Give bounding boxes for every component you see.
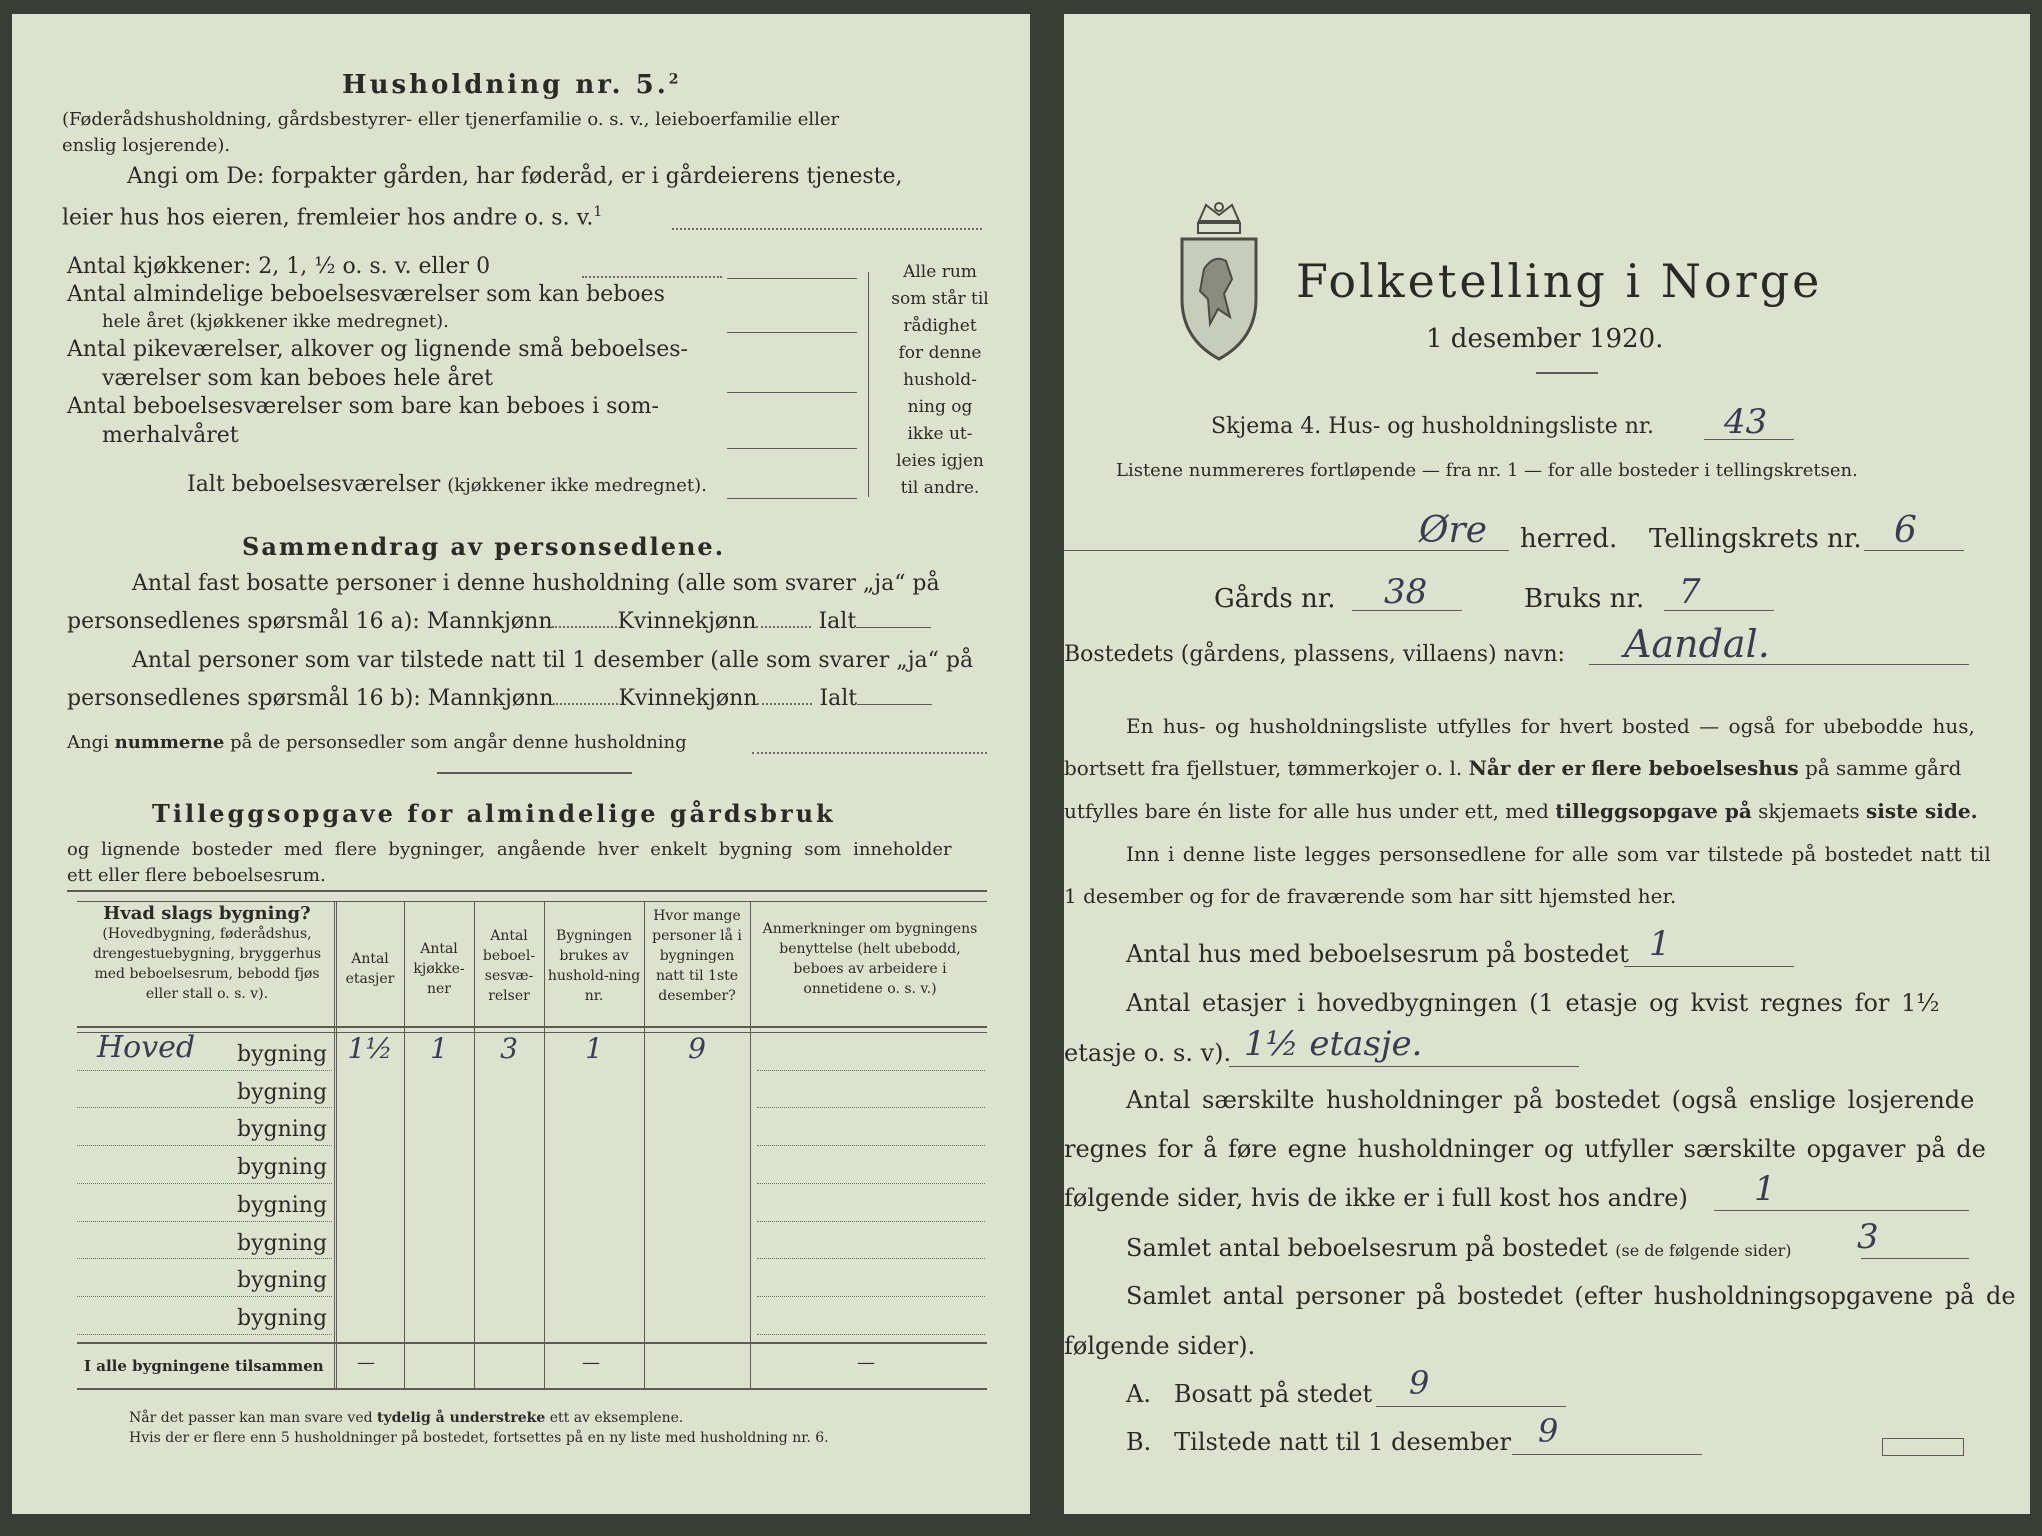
sammendrag-1a: Antal fast bosatte personer i denne husholdning (alle som svarer „ja“ på — [132, 571, 940, 596]
col-header-etasjer: Antal etasjer — [345, 951, 395, 987]
col-header-kjokkener: Antal kjøkke-ner — [413, 941, 465, 997]
cell-etasjer: 1½ — [347, 1032, 393, 1065]
rum-label: Samlet antal beboelsesrum på bostedet (se de følgende sider) — [1126, 1234, 1792, 1262]
etasjer-label-2: etasje o. s. v). — [1064, 1039, 1232, 1067]
hus-value: 1 — [1649, 924, 1671, 964]
hus-label: Antal hus med beboelsesrum på bostedet — [1126, 940, 1629, 968]
ialt-label: Ialt beboelsesværelser (kjøkkener ikke medregnet). — [187, 472, 707, 497]
household-title: Husholdning nr. 5.$^2$ — [342, 70, 682, 100]
almindelige-label-2: hele året (kjøkkener ikke medregnet). — [102, 311, 449, 332]
col-header-personer: Hvor mange personer lå i bygningen natt til 1ste desember? — [652, 908, 742, 1004]
skjema-label: Skjema 4. Hus- og husholdningsliste nr. — [1211, 414, 1654, 439]
cell-personer: 9 — [688, 1032, 706, 1065]
household-intro-2: enslig losjerende). — [62, 135, 231, 156]
total-etasjer: — — [357, 1352, 375, 1373]
col-header-vaerelser: Antal beboel-sesvæ-relser — [482, 928, 536, 1004]
col-header-type: Hvad slags bygning? (Hovedbygning, føderådshus, drengestuebygning, bryggerhus med beboelsesrum, bebodd fjøs eller stall o. s. v). — [92, 903, 322, 1002]
building-suffix: bygning — [237, 1079, 328, 1105]
coat-of-arms-icon — [1174, 199, 1264, 364]
hush-label-2: regnes for å føre egne husholdninger og utfyller særskilte opgaver på de — [1064, 1135, 1986, 1163]
hush-value: 1 — [1754, 1169, 1776, 1209]
tilstede-value: 9 — [1538, 1412, 1559, 1450]
sammendrag-title: Sammendrag av personsedlene. — [242, 532, 726, 561]
rum-value: 3 — [1857, 1217, 1879, 1257]
household-intro-1: (Føderådshusholdning, gårdsbestyrer- eller tjenerfamilie o. s. v., leieboerfamilie eller — [62, 109, 840, 130]
bruks-label: Bruks nr. — [1524, 584, 1645, 614]
personer-label-2: følgende sider). — [1064, 1332, 1256, 1360]
left-page — [12, 14, 1030, 1514]
tellingskrets-value: 6 — [1894, 510, 1917, 551]
hush-label-3: følgende sider, hvis de ikke er i full kost hos andre) — [1064, 1184, 1688, 1212]
instr-1-3: utfylles bare én liste for alle hus under ett, med tilleggsopgave på skjemaets siste side. — [1064, 799, 1978, 823]
hush-label-1: Antal særskilte husholdninger på bostedet (også enslige losjerende — [1126, 1086, 1975, 1114]
bruks-value: 7 — [1679, 572, 1701, 612]
col-header-anmerkninger: Anmerkninger om bygningens benyttelse (helt ubebodd, beboes av arbeidere i onnetidene o. s. v.) — [762, 921, 978, 997]
bosatt-label: A. Bosatt på stedet — [1126, 1380, 1373, 1408]
angi-line-1: Angi om De: forpakter gården, har føderåd, er i gårdeierens tjeneste, — [127, 164, 903, 189]
personer-label-1: Samlet antal personer på bostedet (efter husholdningsopgavene på de — [1126, 1282, 2016, 1310]
bosted-value: Aandal. — [1624, 622, 1770, 666]
total-anmerkninger: — — [857, 1352, 875, 1373]
instr-2-2: 1 desember og for de fraværende som har sitt hjemsted her. — [1064, 884, 1677, 908]
building-suffix: bygning — [237, 1192, 328, 1218]
angi-line-2: leier hus hos eieren, fremleier hos andre o. s. v.$^1$ — [62, 204, 603, 231]
tillegg-2: ett eller flere beboelsesrum. — [67, 865, 326, 886]
pike-label-1: Antal pikeværelser, alkover og lignende små beboelses- — [67, 337, 688, 362]
col-header-husholdning: Bygningen brukes av hushold-ning nr. — [547, 928, 641, 1004]
instr-1-2: bortsett fra fjellstuer, tømmerkojer o. l. Når der er flere beboelseshus på samme gård — [1064, 756, 1962, 780]
sommer-label-2: merhalvåret — [102, 423, 239, 448]
tellingskrets-label: Tellingskrets nr. — [1649, 524, 1862, 554]
cell-husholdning: 1 — [585, 1032, 603, 1065]
footnote-2: Hvis der er flere enn 5 husholdninger på bostedet, fortsettes på en ny liste med husholdning nr. 6. — [129, 1430, 829, 1446]
liste-nr-value: 43 — [1724, 402, 1768, 442]
instr-2-1: Inn i denne liste legges personsedlene for alle som var tilstede på bostedet natt til — [1126, 842, 1991, 866]
sommer-label-1: Antal beboelsesværelser som bare kan beboes i som- — [67, 394, 659, 419]
tillegg-title: Tilleggsopgave for almindelige gårdsbruk — [152, 799, 836, 828]
cell-kjokkener: 1 — [430, 1032, 448, 1065]
almindelige-label-1: Antal almindelige beboelsesværelser som kan beboes — [67, 282, 665, 307]
bosatt-value: 9 — [1409, 1364, 1430, 1402]
building-suffix: bygning — [237, 1305, 328, 1331]
building-suffix: bygning — [237, 1117, 328, 1143]
building-suffix: bygning — [237, 1268, 328, 1294]
herred-label: herred. — [1520, 524, 1618, 554]
tilstede-label: B. Tilstede natt til 1 desember — [1126, 1428, 1511, 1456]
etasjer-label-1: Antal etasjer i hovedbygningen (1 etasje og kvist regnes for 1½ — [1126, 989, 1940, 1017]
building-type-value: Hoved — [97, 1030, 196, 1065]
main-title: Folketelling i Norge — [1296, 254, 1823, 308]
total-label: I alle bygningene tilsammen — [84, 1357, 324, 1375]
listene-note: Listene nummereres fortløpende — fra nr. 1 — for alle bosteder i tellingskretsen. — [1116, 460, 1858, 481]
printer-stamp — [1882, 1438, 1964, 1456]
census-date: 1 desember 1920. — [1426, 324, 1664, 354]
gards-label: Gårds nr. — [1214, 584, 1336, 614]
sammendrag-2b: personsedlenes spørsmål 16 b): Mannkjønn Kvinnekjønn Ialt — [67, 686, 932, 711]
angi-nummerne: Angi nummerne på de personsedler som angår denne husholdning — [67, 732, 687, 753]
building-suffix: bygning — [237, 1230, 328, 1256]
footnote-1: Når det passer kan man svare ved tydelig å understreke ett av eksemplene. — [129, 1410, 684, 1426]
etasjer-value: 1½ etasje. — [1244, 1024, 1423, 1064]
sammendrag-2a: Antal personer som var tilstede natt til 1 desember (alle som svarer „ja“ på — [132, 648, 974, 673]
building-suffix: bygning — [237, 1042, 328, 1067]
sammendrag-1b: personsedlenes spørsmål 16 a): Mannkjønn Kvinnekjønn Ialt — [67, 609, 931, 634]
herred-value: Øre — [1419, 510, 1488, 551]
brace-note: Alle rum som står til rådighet for denne hushold- ning og ikke ut- leies igjen til andre. — [891, 262, 989, 498]
right-page — [1064, 14, 2030, 1514]
gards-value: 38 — [1384, 572, 1428, 612]
bosted-label: Bostedets (gårdens, plassens, villaens) navn: — [1064, 642, 1565, 667]
kjokkener-label: Antal kjøkkener: 2, 1, ½ o. s. v. eller 0 — [67, 254, 491, 279]
building-suffix: bygning — [237, 1155, 328, 1181]
cell-vaerelser: 3 — [500, 1032, 518, 1065]
instr-1-1: En hus- og husholdningsliste utfylles for hvert bosted — også for ubebodde hus, — [1126, 714, 1975, 738]
pike-label-2: værelser som kan beboes hele året — [102, 366, 493, 391]
tillegg-1: og lignende bosteder med flere bygninger, angående hver enkelt bygning som inneholder — [67, 839, 952, 860]
total-husholdning: — — [582, 1352, 600, 1373]
